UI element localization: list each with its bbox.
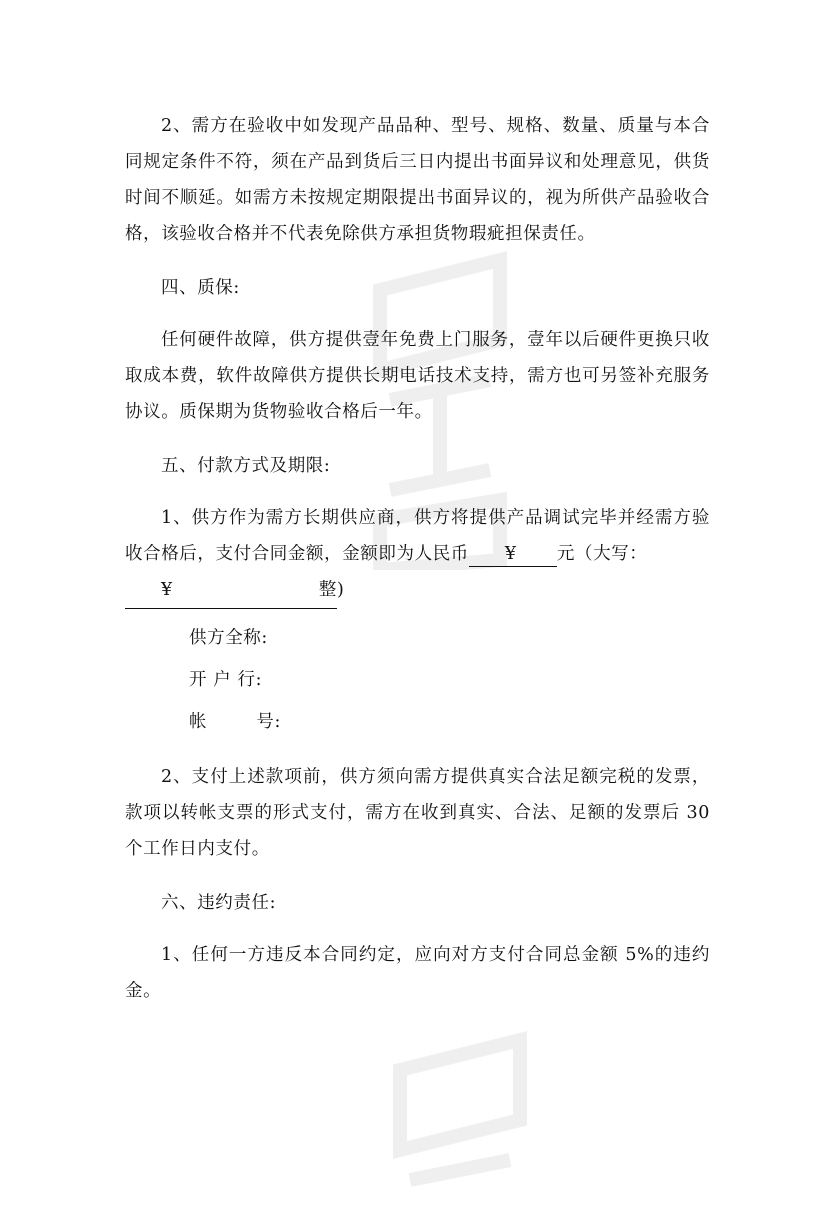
amount-field [469,542,557,567]
section-4-body: 任何硬件故障，供方提供壹年免费上门服务，壹年以后硬件更换只收取成本费，软件故障供方提供长期电话技术支持，需方也可另签补充服务协议。质保期为货物验收合格后一年。 [125,330,710,422]
watermark-logo-bottom [380,1030,540,1210]
contract-body [125,108,710,1009]
payment-text: 1、供方作为需方长期供应商，供方将提供产品调试完毕并经需方验收合格后，支付合同金额，金额即为人民币 [125,508,710,564]
section-4-heading: 四、质保: [161,278,240,298]
section-5-item-2: 2、支付上述款项前，供方须向需方提供真实合法足额完税的发票，款项以转帐支票的形式支付，需方在收到真实、合法、足额的发票后 30 个工作日内支付。 [125,767,710,859]
bank-label: 开 户 行: [189,670,263,690]
supplier-name-label: 供方全称: [189,628,268,648]
yen-symbol-2: ¥ [161,580,173,600]
close-paren: ) [337,580,345,600]
yen-symbol: ¥ [504,544,517,564]
section-6-heading: 六、违约责任: [161,893,277,913]
account-label: 帐 号: [189,712,281,732]
clause-2-acceptance: 2、需方在验收中如发现产品品种、型号、规格、数量、质量与本合同规定条件不符，须在产品到货后三日内提出书面异议和处理意见，供货时间不顺延。如需方未按规定期限提出书面异议的，视为所供产品验收合格，该验收合格并不代表免除供方承担货物瑕疵担保责任。 [125,116,710,244]
section-5-heading: 五、付款方式及期限: [161,456,331,476]
section-6-item-1: 1、任何一方违反本合同约定，应向对方支付合同总金额 5%的违约金。 [125,945,710,1001]
amount-in-words-field [125,572,337,609]
section-5-item-1 [125,500,710,609]
zheng-label: 整 [318,580,337,600]
yuan-unit: 元（大写： [556,544,648,564]
bank-info [189,617,710,743]
